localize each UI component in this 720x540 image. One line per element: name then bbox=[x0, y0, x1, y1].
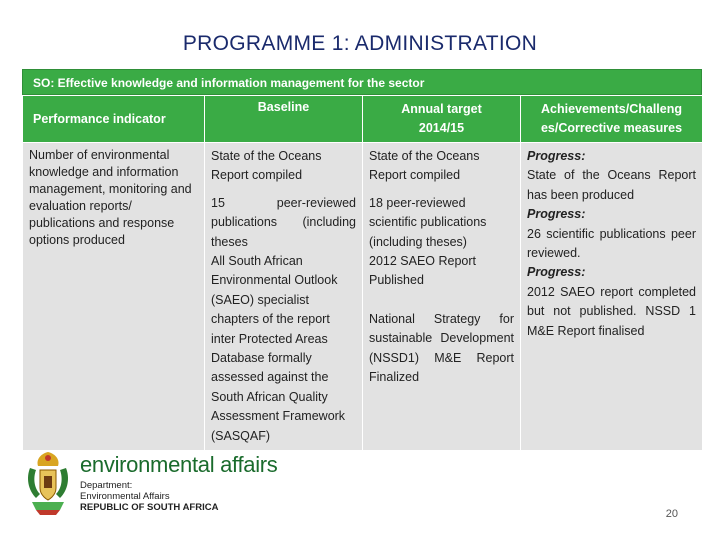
table-header-row bbox=[23, 96, 703, 143]
header-annual-target bbox=[363, 96, 521, 143]
strategic-objective-banner: SO: Effective knowledge and information management for the sector bbox=[22, 69, 702, 95]
progress-label-oceans: Progress: bbox=[527, 149, 586, 163]
target-item-publications: 18 peer-reviewed scientific publications (including theses) bbox=[369, 195, 487, 249]
indicator-cell: Number of environmental knowledge and information management, monitoring and evaluation reports/ publications and response options produced bbox=[23, 143, 205, 451]
achievements-cell bbox=[521, 143, 703, 451]
progress-text-saeo: 2012 SAEO report completed but not published. NSSD 1 M&E Report finalised bbox=[527, 284, 696, 338]
header-annual-target-label: Annual target bbox=[401, 102, 482, 116]
coat-of-arms-icon bbox=[18, 448, 78, 518]
header-performance-indicator: Performance indicator bbox=[23, 96, 205, 143]
target-item-saeo: 2012 SAEO Report Published bbox=[369, 254, 477, 288]
header-annual-target-year: 2014/15 bbox=[418, 121, 465, 135]
header-achievements: Achievements/Challeng es/Corrective measures bbox=[521, 96, 703, 143]
baseline-item-oceans: State of the Oceans Report compiled bbox=[211, 149, 322, 183]
department-branding bbox=[80, 452, 278, 513]
page-number: 20 bbox=[665, 508, 678, 520]
baseline-cell bbox=[205, 143, 363, 451]
department-label bbox=[80, 480, 278, 513]
performance-table bbox=[22, 95, 703, 451]
dept-line-1: Department: bbox=[80, 480, 133, 491]
target-item-oceans: State of the Oceans Report compiled bbox=[369, 149, 480, 183]
dept-line-2: Environmental Affairs bbox=[80, 491, 170, 502]
baseline-item-saeo: All South African Environmental Outlook (SAEO) specialist chapters of the report inter Protected Areas Database formally assessed against the South African Quality Assessment Framework (SASQAF) bbox=[211, 254, 346, 443]
target-cell bbox=[363, 143, 521, 451]
slide-title: PROGRAMME 1: ADMINISTRATION bbox=[182, 32, 538, 55]
progress-label-saeo: Progress: bbox=[527, 265, 586, 280]
progress-text-publications: 26 scientific publications peer reviewed. bbox=[527, 226, 696, 261]
table-row bbox=[23, 143, 703, 451]
progress-label-publications: Progress: bbox=[527, 207, 586, 222]
target-item-nssd: National Strategy for sustainable Development (NSSD1) M&E Report Finalized bbox=[369, 311, 514, 385]
baseline-item-publications: 15 peer-reviewed publications (including theses bbox=[211, 195, 356, 249]
header-baseline: Baseline bbox=[205, 96, 363, 143]
progress-text-oceans: State of the Oceans Report has been produced bbox=[527, 168, 696, 202]
dept-line-3: REPUBLIC OF SOUTH AFRICA bbox=[80, 502, 219, 513]
brand-name: environmental affairs bbox=[80, 452, 278, 477]
